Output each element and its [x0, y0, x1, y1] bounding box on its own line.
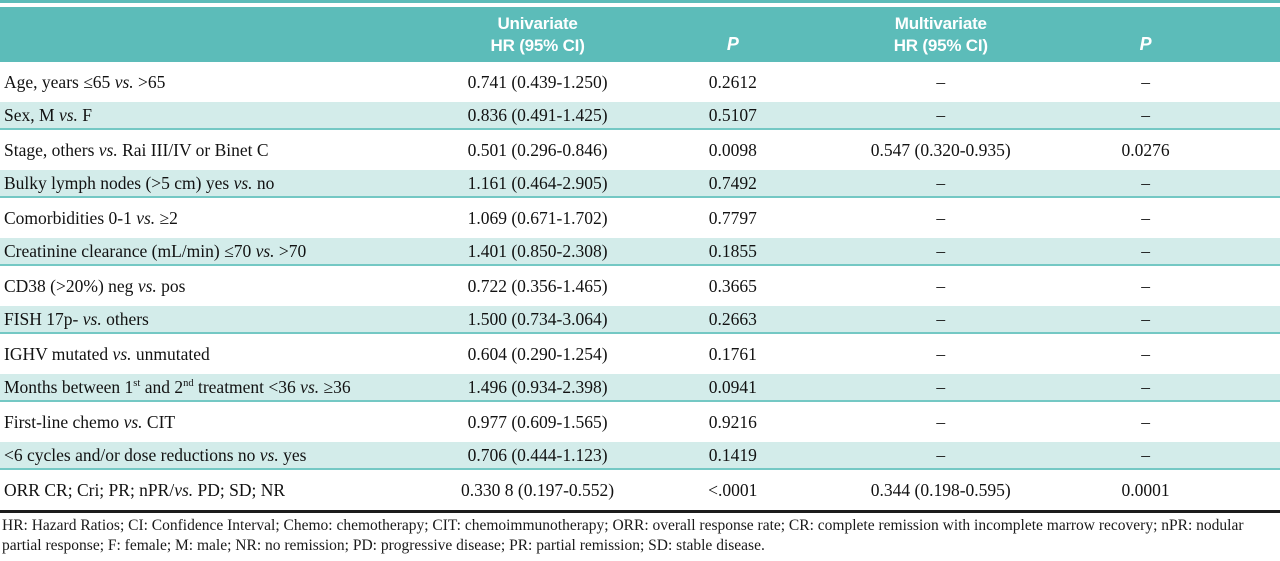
- header-univariate-p: [646, 7, 819, 62]
- multivariate-hr-cell: –: [936, 104, 946, 125]
- row-label: Creatinine clearance (mL/min) ≤70 vs. >70: [4, 240, 307, 261]
- multivariate-hr-cell: –: [936, 444, 946, 465]
- multivariate-p-cell: –: [1141, 343, 1150, 364]
- univariate-hr-cell: 0.501 (0.296-0.846): [467, 139, 608, 160]
- multivariate-p-cell: –: [1141, 275, 1150, 296]
- univariate-hr-cell: 0.706 (0.444-1.123): [467, 444, 608, 465]
- table-row: [0, 470, 1280, 510]
- univariate-hr-cell: 1.161 (0.464-2.905): [467, 172, 608, 193]
- univariate-hr-cell: 0.977 (0.609-1.565): [467, 411, 608, 432]
- row-label: Sex, M vs. F: [4, 104, 92, 125]
- multivariate-subtitle: HR (95% CI): [893, 35, 988, 55]
- multivariate-hr-cell: –: [936, 275, 946, 296]
- multivariate-hr-cell: 0.547 (0.320-0.935): [870, 139, 1011, 160]
- table-row: [0, 266, 1280, 306]
- table-row: [0, 374, 1280, 402]
- univariate-p-cell: 0.0941: [708, 376, 757, 397]
- row-label: FISH 17p- vs. others: [4, 308, 149, 329]
- p-label: P: [1139, 34, 1152, 54]
- table-row: [0, 402, 1280, 442]
- row-label: <6 cycles and/or dose reductions no vs. yes: [4, 444, 307, 465]
- multivariate-p-cell: –: [1141, 308, 1150, 329]
- table-row: [0, 170, 1280, 198]
- univariate-p-cell: 0.3665: [708, 275, 757, 296]
- univariate-hr-cell: 0.741 (0.439-1.250): [467, 71, 608, 92]
- header-spacer: [1229, 7, 1280, 62]
- header-univariate: [429, 7, 647, 62]
- multivariate-hr-cell: –: [936, 343, 946, 364]
- univariate-p-cell: 0.7797: [708, 207, 757, 228]
- univariate-p-cell: 0.5107: [708, 104, 757, 125]
- table-footnote: HR: Hazard Ratios; CI: Confidence Interval; Chemo: chemotherapy; CIT: chemoimmunotherapy; ORR: overall response rate; CR: complete remission with incomplete marrow recovery; nPR: nodular partial response; F: female; M: male; NR: no remission; PD: progressive disease; PR: partial remission; SD: stable disease.: [2, 517, 1244, 554]
- multivariate-hr-cell: 0.344 (0.198-0.595): [870, 479, 1011, 500]
- univariate-p-cell: 0.0098: [708, 139, 757, 160]
- univariate-hr-cell: 0.330 8 (0.197-0.552): [461, 479, 615, 500]
- table-row: [0, 102, 1280, 130]
- univariate-p-cell: 0.9216: [708, 411, 757, 432]
- multivariate-p-cell: 0.0276: [1121, 139, 1170, 160]
- univariate-p-cell: 0.2612: [708, 71, 757, 92]
- table-row: [0, 442, 1280, 470]
- univariate-p-cell: 0.7492: [708, 172, 757, 193]
- multivariate-hr-cell: –: [936, 308, 946, 329]
- table-header: [0, 7, 1280, 62]
- multivariate-p-cell: –: [1141, 104, 1150, 125]
- multivariate-p-cell: –: [1141, 240, 1150, 261]
- row-label: Months between 1st and 2nd treatment <36 vs. ≥36: [4, 376, 351, 397]
- table-row: [0, 306, 1280, 334]
- univariate-p-cell: 0.2663: [708, 308, 757, 329]
- multivariate-p-cell: –: [1141, 411, 1150, 432]
- univariate-p-cell: 0.1761: [708, 343, 757, 364]
- multivariate-p-cell: –: [1141, 207, 1150, 228]
- table-body: [0, 62, 1280, 510]
- table-row: [0, 130, 1280, 170]
- multivariate-title: Multivariate: [894, 13, 987, 33]
- univariate-hr-cell: 1.401 (0.850-2.308): [467, 240, 608, 261]
- univariate-hr-cell: 0.836 (0.491-1.425): [467, 104, 608, 125]
- row-label: IGHV mutated vs. unmutated: [4, 343, 210, 364]
- row-label: Age, years ≤65 vs. >65: [4, 71, 166, 92]
- univariate-p-cell: <.0001: [708, 479, 758, 500]
- multivariate-hr-cell: –: [936, 240, 946, 261]
- multivariate-hr-cell: –: [936, 207, 946, 228]
- univariate-p-cell: 0.1855: [708, 240, 757, 261]
- multivariate-p-cell: –: [1141, 172, 1150, 193]
- header-variable-column: [0, 7, 429, 62]
- row-label: CD38 (>20%) neg vs. pos: [4, 275, 186, 296]
- univariate-subtitle: HR (95% CI): [490, 35, 585, 55]
- multivariate-hr-cell: –: [936, 172, 946, 193]
- table-row: [0, 238, 1280, 266]
- multivariate-p-cell: –: [1141, 376, 1150, 397]
- table-row: [0, 62, 1280, 102]
- p-label: P: [726, 34, 739, 54]
- multivariate-p-cell: –: [1141, 71, 1150, 92]
- multivariate-hr-cell: –: [936, 71, 946, 92]
- univariate-title: Univariate: [497, 13, 578, 33]
- header-multivariate: [819, 7, 1062, 62]
- header-multivariate-p: [1062, 7, 1228, 62]
- row-label: Bulky lymph nodes (>5 cm) yes vs. no: [4, 172, 275, 193]
- row-label: Stage, others vs. Rai III/IV or Binet C: [4, 139, 269, 160]
- univariate-hr-cell: 0.722 (0.356-1.465): [467, 275, 608, 296]
- univariate-p-cell: 0.1419: [708, 444, 757, 465]
- univariate-hr-cell: 0.604 (0.290-1.254): [467, 343, 608, 364]
- univariate-hr-cell: 1.069 (0.671-1.702): [467, 207, 608, 228]
- row-label: Comorbidities 0-1 vs. ≥2: [4, 207, 178, 228]
- multivariate-hr-cell: –: [936, 376, 946, 397]
- table-row: [0, 198, 1280, 238]
- multivariate-p-cell: –: [1141, 444, 1150, 465]
- row-label: ORR CR; Cri; PR; nPR/vs. PD; SD; NR: [4, 479, 286, 500]
- table-row: [0, 334, 1280, 374]
- multivariate-hr-cell: –: [936, 411, 946, 432]
- univariate-hr-cell: 1.496 (0.934-2.398): [467, 376, 608, 397]
- univariate-hr-cell: 1.500 (0.734-3.064): [467, 308, 608, 329]
- multivariate-p-cell: 0.0001: [1121, 479, 1170, 500]
- row-label: First-line chemo vs. CIT: [4, 411, 176, 432]
